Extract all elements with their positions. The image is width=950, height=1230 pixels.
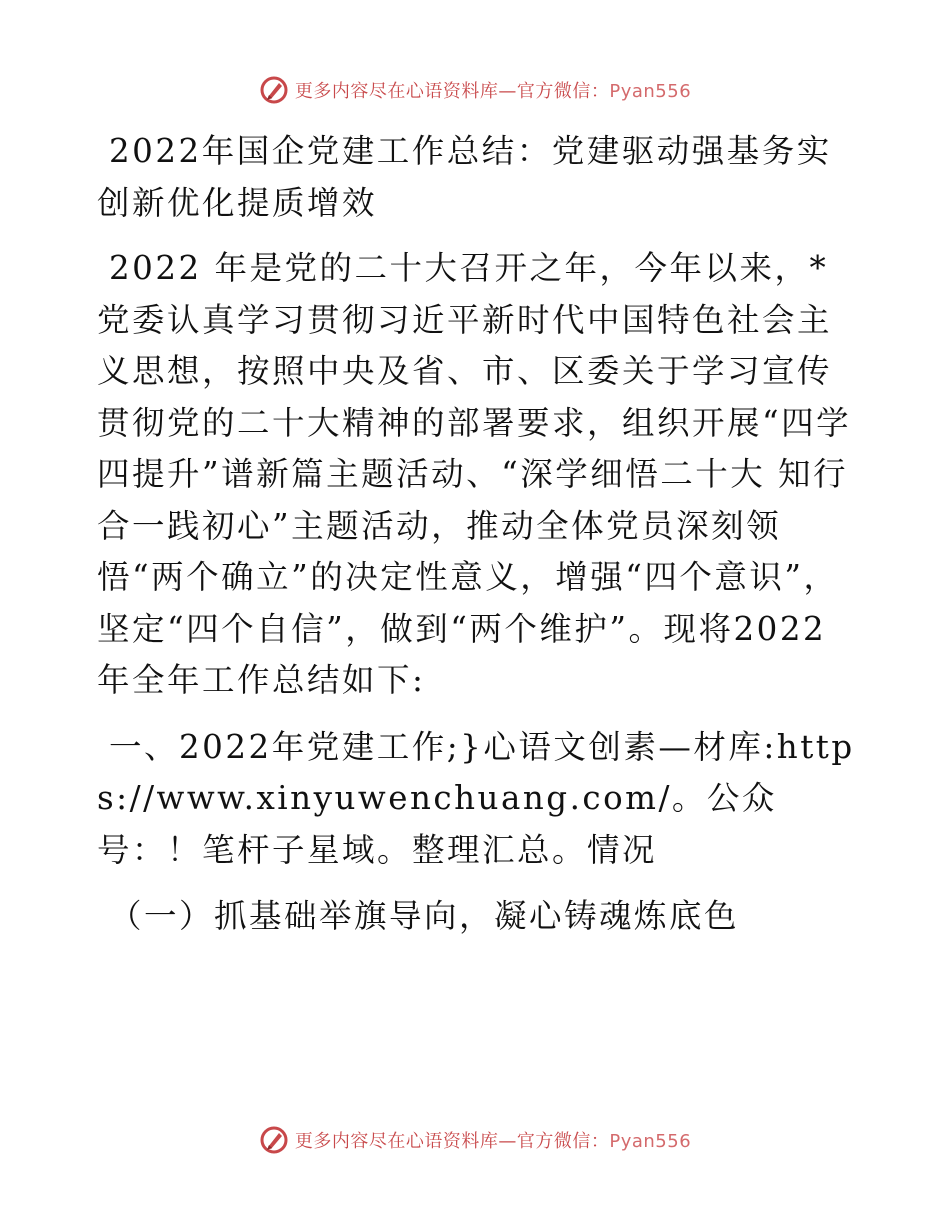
pen-logo-icon [259,1125,289,1155]
document-body [97,126,857,955]
header-watermark [0,70,950,110]
document-title: 2022年国企党建工作总结：党建驱动强基务实 创新优化提质增效 [97,132,832,222]
subsection-heading-1: （一）抓基础举旗导向，凝心铸魂炼底色 [109,897,740,935]
footer-watermark [0,1120,950,1160]
section-heading-1: 一、2022年党建工作;}心语文创素—材库:https://www.xinyuwenchuang.com/。公众号：！笔杆子星域。整理汇总。情况 [97,727,855,869]
watermark-text: 更多内容尽在心语资料库—官方微信：Pyan556 [294,81,692,102]
pen-logo-icon [259,75,289,105]
intro-paragraph: 2022 年是党的二十大召开之年，今年以来，*党委认真学习贯彻习近平新时代中国特色社会主义思想，按照中央及省、市、区委关于学习宣传贯彻党的二十大精神的部署要求，组织开展“四学四提升”谱新篇主题活动、“深学细悟二十大 知行合一践初心”主题活动，推动全体党员深刻领悟“两个确立”的决定性意义，增强“四个意识”， 坚定“四个自信”，做到“两个维护”。现将2022年全年工作总结如下: [97,249,852,699]
watermark-text: 更多内容尽在心语资料库—官方微信：Pyan556 [294,1131,692,1152]
